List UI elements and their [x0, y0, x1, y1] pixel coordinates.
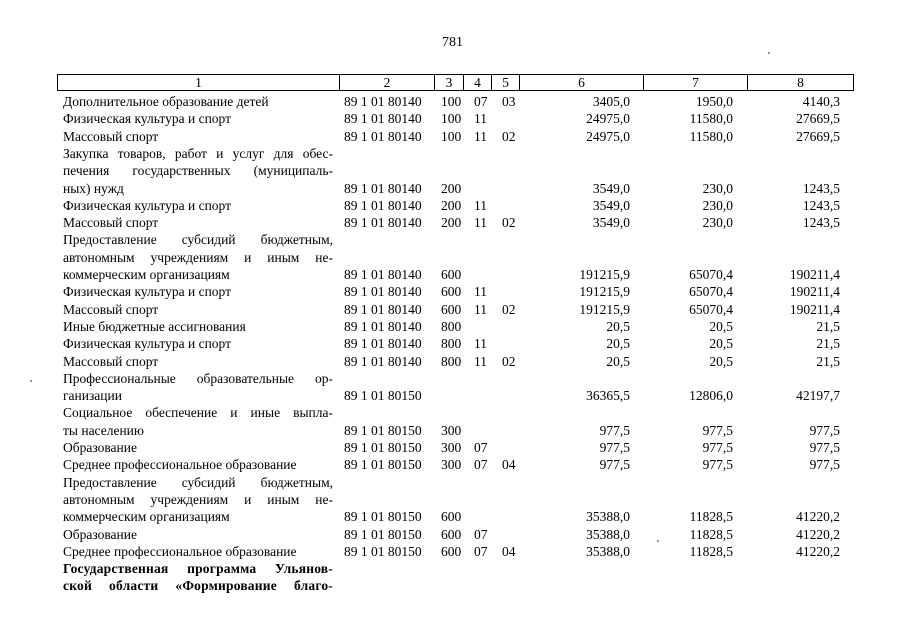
- amount-column-6: 191215,9: [579, 267, 630, 282]
- row-description: Предоставление субсидий бюджетным,: [63, 474, 333, 490]
- row-description: Образование: [63, 440, 137, 455]
- row-description: ты населению: [63, 422, 144, 438]
- table-row: [0, 353, 905, 370]
- row-description: Физическая культура и спорт: [63, 111, 232, 127]
- section-code: 11: [474, 353, 487, 369]
- amount-column-6: 977,5: [599, 440, 630, 455]
- target-article-code: 89 1 01 80140: [344, 111, 422, 127]
- amount-column-8: 27669,5: [796, 128, 840, 144]
- amount-column-7: 65070,4: [689, 267, 733, 282]
- amount-column-7: 20,5: [709, 353, 733, 369]
- column-header-6: 6: [520, 75, 644, 91]
- target-article-code: 89 1 01 80140: [344, 215, 422, 231]
- amount-column-6: 35388,0: [586, 526, 630, 542]
- table-row: [0, 214, 905, 231]
- table-row: [0, 145, 905, 162]
- amount-column-6: 3549,0: [592, 197, 630, 213]
- expense-type-code: 200: [441, 180, 462, 196]
- expense-type-code: 300: [441, 422, 462, 438]
- amount-column-7: 977,5: [702, 440, 733, 455]
- row-description: Закупка товаров, работ и услуг для обес-: [63, 145, 333, 161]
- amount-column-8: 977,5: [809, 422, 840, 438]
- table-row: [0, 180, 905, 197]
- column-header-8: 8: [748, 75, 854, 91]
- amount-column-6: 977,5: [599, 422, 630, 438]
- amount-column-8: 190211,4: [789, 301, 840, 317]
- section-code: 11: [474, 197, 487, 213]
- amount-column-6: 35388,0: [586, 543, 630, 559]
- section-code: 11: [474, 336, 487, 352]
- section-code: 07: [474, 94, 488, 109]
- subsection-code: 02: [502, 301, 516, 317]
- scan-speck: [768, 52, 770, 54]
- page-number: 781: [442, 35, 463, 50]
- amount-column-7: 11828,5: [689, 543, 733, 559]
- row-description: автономным учреждениям и иным не-: [63, 249, 333, 265]
- subsection-code: 02: [502, 353, 516, 369]
- row-description: Дополнительное образование детей: [63, 94, 269, 109]
- table-row: [0, 577, 905, 594]
- row-description: Иные бюджетные ассигнования: [63, 318, 246, 334]
- section-code: 11: [474, 215, 487, 231]
- table-row: [0, 162, 905, 179]
- table-row: [0, 456, 905, 473]
- column-header-7: 7: [644, 75, 748, 91]
- table-row: [0, 370, 905, 387]
- row-description: коммерческим организациям: [63, 267, 230, 282]
- row-description: Массовый спорт: [63, 301, 159, 317]
- table-row: [0, 404, 905, 421]
- expense-type-code: 600: [441, 543, 462, 559]
- row-description: Социальное обеспечение и иные выпла-: [63, 405, 333, 421]
- amount-column-6: 191215,9: [579, 301, 630, 317]
- row-description: Среднее профессиональное образование: [63, 543, 297, 559]
- section-code: 11: [474, 111, 487, 127]
- column-header-2: 2: [340, 75, 435, 91]
- section-code: 11: [474, 284, 487, 300]
- amount-column-6: 977,5: [599, 457, 630, 473]
- row-description: Массовый спорт: [63, 215, 159, 231]
- amount-column-8: 1243,5: [802, 180, 840, 196]
- amount-column-6: 3549,0: [592, 215, 630, 231]
- amount-column-6: 36365,5: [586, 388, 630, 404]
- amount-column-6: 20,5: [606, 336, 630, 352]
- section-code: 11: [474, 301, 487, 317]
- amount-column-7: 11828,5: [689, 526, 733, 542]
- table-row: [0, 301, 905, 318]
- amount-column-7: 11580,0: [689, 128, 733, 144]
- column-header-3: 3: [435, 75, 464, 91]
- amount-column-7: 65070,4: [689, 301, 733, 317]
- table-row: [0, 128, 905, 145]
- row-description: ных) нужд: [63, 180, 124, 196]
- amount-column-8: 977,5: [809, 440, 840, 455]
- amount-column-8: 27669,5: [796, 111, 840, 127]
- column-header-row: [58, 75, 854, 91]
- subsection-code: 04: [502, 457, 516, 473]
- subsection-code: 02: [502, 128, 516, 144]
- expense-type-code: 100: [441, 94, 462, 109]
- table-row: [0, 491, 905, 508]
- row-description: печения государственных (муниципаль-: [63, 163, 333, 179]
- row-description: Массовый спорт: [63, 128, 159, 144]
- row-description: Физическая культура и спорт: [63, 336, 232, 352]
- column-header-table: [57, 74, 854, 91]
- target-article-code: 89 1 01 80140: [344, 353, 422, 369]
- expense-type-code: 600: [441, 526, 462, 542]
- amount-column-7: 20,5: [709, 318, 733, 334]
- scan-speck: [30, 380, 32, 382]
- amount-column-8: 41220,2: [796, 526, 840, 542]
- target-article-code: 89 1 01 80150: [344, 440, 422, 455]
- section-code: 07: [474, 526, 488, 542]
- amount-column-6: 35388,0: [586, 509, 630, 525]
- table-row: [0, 526, 905, 543]
- row-description: автономным учреждениям и иным не-: [63, 491, 333, 507]
- expense-type-code: 800: [441, 318, 462, 334]
- expense-type-code: 100: [441, 111, 462, 127]
- row-description: Профессиональные образовательные ор-: [63, 370, 333, 386]
- row-description: Среднее профессиональное образование: [63, 457, 297, 473]
- column-header-5: 5: [492, 75, 520, 91]
- table-row: [0, 439, 905, 456]
- table-row: [0, 197, 905, 214]
- target-article-code: 89 1 01 80150: [344, 509, 422, 525]
- target-article-code: 89 1 01 80150: [344, 526, 422, 542]
- target-article-code: 89 1 01 80140: [344, 180, 422, 196]
- section-code: 11: [474, 128, 487, 144]
- expense-type-code: 600: [441, 301, 462, 317]
- expense-type-code: 300: [441, 457, 462, 473]
- table-row: [0, 318, 905, 335]
- row-description: Государственная программа Ульянов-: [63, 561, 333, 577]
- target-article-code: 89 1 01 80140: [344, 284, 422, 300]
- row-description: коммерческим организациям: [63, 509, 230, 525]
- amount-column-6: 24975,0: [586, 111, 630, 127]
- amount-column-6: 20,5: [606, 318, 630, 334]
- amount-column-8: 1243,5: [802, 197, 840, 213]
- target-article-code: 89 1 01 80150: [344, 457, 422, 473]
- target-article-code: 89 1 01 80150: [344, 543, 422, 559]
- amount-column-6: 24975,0: [586, 128, 630, 144]
- expense-type-code: 600: [441, 284, 462, 300]
- row-description: ганизации: [63, 388, 122, 404]
- scan-speck: [657, 540, 659, 542]
- row-description: Физическая культура и спорт: [63, 197, 232, 213]
- expense-type-code: 200: [441, 197, 462, 213]
- subsection-code: 03: [502, 94, 516, 109]
- expense-type-code: 800: [441, 336, 462, 352]
- amount-column-7: 977,5: [702, 457, 733, 473]
- table-row: [0, 110, 905, 127]
- target-article-code: 89 1 01 80140: [344, 197, 422, 213]
- amount-column-8: 41220,2: [796, 543, 840, 559]
- amount-column-7: 230,0: [702, 215, 733, 231]
- table-row: [0, 508, 905, 525]
- expense-type-code: 200: [441, 215, 462, 231]
- table-row: [0, 249, 905, 266]
- expense-type-code: 100: [441, 128, 462, 144]
- table-row: [0, 543, 905, 560]
- section-code: 07: [474, 440, 488, 455]
- amount-column-8: 42197,7: [796, 388, 840, 404]
- amount-column-8: 1243,5: [802, 215, 840, 231]
- amount-column-8: 190211,4: [789, 284, 840, 300]
- table-row: [0, 266, 905, 283]
- table-row: [0, 335, 905, 352]
- target-article-code: 89 1 01 80140: [344, 94, 422, 109]
- row-description: Массовый спорт: [63, 353, 159, 369]
- amount-column-7: 65070,4: [689, 284, 733, 300]
- table-row: [0, 283, 905, 300]
- target-article-code: 89 1 01 80140: [344, 267, 422, 282]
- table-row: [0, 387, 905, 404]
- expense-type-code: 600: [441, 509, 462, 525]
- amount-column-7: 230,0: [702, 197, 733, 213]
- row-description: ской области «Формирование благо-: [63, 578, 333, 594]
- row-description: Предоставление субсидий бюджетным,: [63, 232, 333, 248]
- amount-column-7: 11828,5: [689, 509, 733, 525]
- section-code: 07: [474, 543, 488, 559]
- amount-column-8: 21,5: [816, 318, 840, 334]
- amount-column-7: 20,5: [709, 336, 733, 352]
- section-code: 07: [474, 457, 488, 473]
- amount-column-6: 20,5: [606, 353, 630, 369]
- column-header-1: 1: [58, 75, 340, 91]
- row-description: Физическая культура и спорт: [63, 284, 232, 300]
- target-article-code: 89 1 01 80140: [344, 128, 422, 144]
- amount-column-8: 4140,3: [802, 94, 840, 109]
- target-article-code: 89 1 01 80140: [344, 301, 422, 317]
- amount-column-8: 977,5: [809, 457, 840, 473]
- target-article-code: 89 1 01 80150: [344, 422, 422, 438]
- column-header-4: 4: [464, 75, 492, 91]
- subsection-code: 04: [502, 543, 516, 559]
- table-row: [0, 93, 905, 110]
- target-article-code: 89 1 01 80140: [344, 336, 422, 352]
- table-row: [0, 422, 905, 439]
- amount-column-7: 1950,0: [695, 94, 733, 109]
- target-article-code: 89 1 01 80150: [344, 388, 422, 404]
- expense-type-code: 800: [441, 353, 462, 369]
- target-article-code: 89 1 01 80140: [344, 318, 422, 334]
- table-row: [0, 560, 905, 577]
- amount-column-6: 3549,0: [592, 180, 630, 196]
- subsection-code: 02: [502, 215, 516, 231]
- expense-type-code: 300: [441, 440, 462, 455]
- amount-column-6: 191215,9: [579, 284, 630, 300]
- expense-type-code: 600: [441, 267, 462, 282]
- table-row: [0, 231, 905, 248]
- amount-column-8: 41220,2: [796, 509, 840, 525]
- amount-column-8: 190211,4: [789, 267, 840, 282]
- amount-column-7: 12806,0: [689, 388, 733, 404]
- amount-column-7: 11580,0: [689, 111, 733, 127]
- amount-column-6: 3405,0: [592, 94, 630, 109]
- amount-column-7: 977,5: [702, 422, 733, 438]
- amount-column-8: 21,5: [816, 336, 840, 352]
- table-row: [0, 474, 905, 491]
- row-description: Образование: [63, 526, 137, 542]
- amount-column-8: 21,5: [816, 353, 840, 369]
- amount-column-7: 230,0: [702, 180, 733, 196]
